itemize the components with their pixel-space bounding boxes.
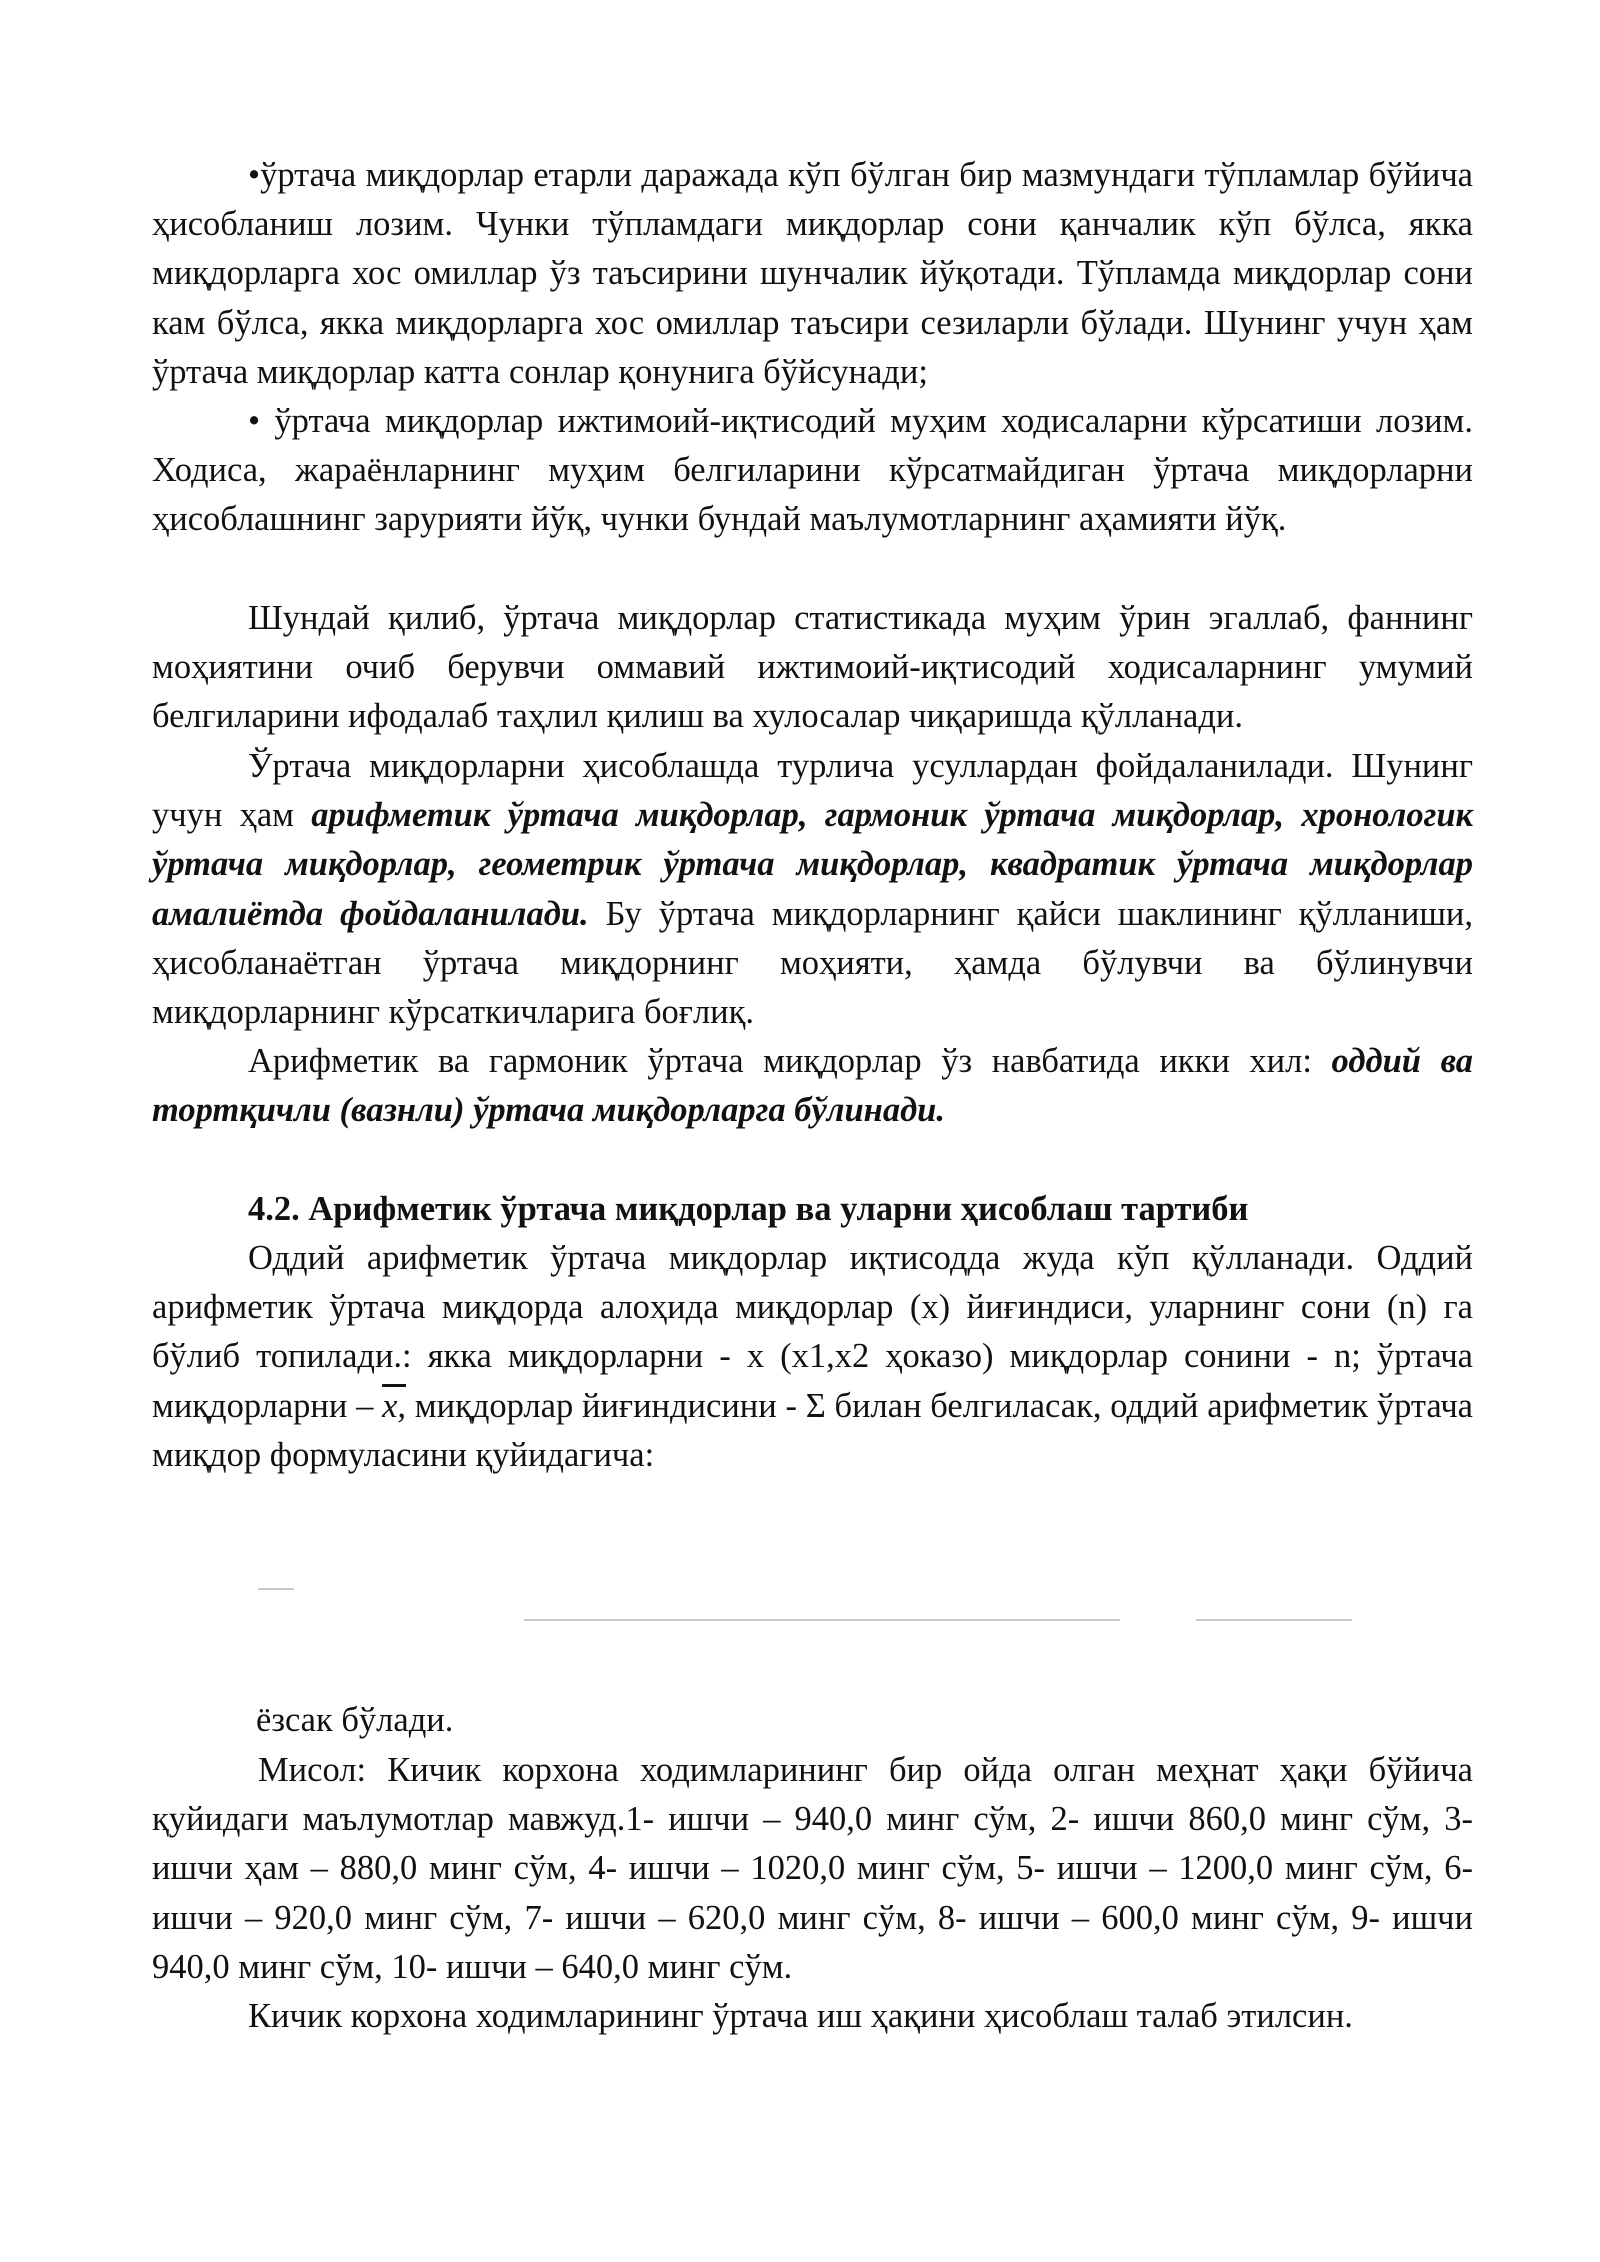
paragraph-types — [152, 742, 1473, 1037]
types-list-bold: арифметик ўртача миқдорлар, гармоник ўртача миқдорлар, хронологик ўртача миқдорлар, геометрик ўртача миқдорлар, квадратик ўртача миқдорлар амалиётда фойдаланилади. — [152, 796, 1473, 933]
paragraph-bullet-1: •ўртача миқдорлар етарли даражада кўп бўлган бир мазмундаги тўпламлар бўйича ҳисобланиш лозим. Чунки тўпламдаги миқдорлар сони қанчалик кўп бўлса, якка миқдорларга хос омиллар ўз таъсирини шунчалик йўқотади. Тўпламда миқдорлар сони кам бўлса, якка миқдорларга хос омиллар таъсири сезиларли бўлади. Шунинг учун ҳам ўртача миқдорлар катта сонлар қонунига бўйсунади; — [152, 156, 1473, 391]
paragraph-conclusion: Шундай қилиб, ўртача миқдорлар статистикада муҳим ўрин эгаллаб, фаннинг моҳиятини очиб берувчи оммавий ижтимоий-иқтисодий ходисаларнинг умумий белгиларини ифодалаб таҳлил қилиш ва хулосалар чиқаришда қўлланади. — [152, 599, 1473, 736]
paragraph-task: Кичик корхона ходимларининг ўртача иш ҳақини ҳисоблаш талаб этилсин. — [248, 1997, 1353, 2035]
paragraph-arith-harmonic — [152, 1037, 1473, 1135]
paragraph-bullet-2: • ўртача миқдорлар ижтимоий-иқтисодий муҳим ходисаларни кўрсатиши лозим. Ходиса, жараёнларнинг муҳим белгиларини кўрсатмайдиган ўртача миқдорларни ҳисоблашнинг зарурияти йўқ, чунки бундай маълумотларнинг аҳамияти йўқ. — [152, 402, 1473, 539]
simple-arith-intro: Оддий арифметик ўртача миқдорлар иқтисодда жуда кўп қўлланади. Оддий арифметик ўртача миқдорда алоҳида миқдорлар (х) йиғиндиси, уларнинг сони (n) га бўлиб топилади.: якка миқдорларни - х (х1,х2 ҳоказо) миқдорлар сонини - n; ўртача миқдорларни – — [152, 1239, 1473, 1425]
formula-line-long — [524, 1619, 1120, 1621]
section-heading: 4.2. Арифметик ўртача миқдорлар ва уларни ҳисоблаш тартиби — [248, 1190, 1249, 1228]
arith-intro-text: Арифметик ва гармоник ўртача миқдорлар ўз навбатида икки хил: — [248, 1042, 1332, 1080]
paragraph-formula-note: ёзсак бўлади. — [256, 1701, 454, 1739]
mean-symbol: х, — [382, 1386, 407, 1425]
paragraph-simple-arithmetic — [152, 1234, 1473, 1480]
formula-line-right — [1196, 1619, 1352, 1621]
types-intro-text: Ўртача миқдорларни ҳисоблашда турлича усуллардан фойдаланилади. Шунинг учун ҳам — [152, 747, 1473, 835]
arith-kinds-bold: оддий ва тортқичли (вазнли) ўртача миқдорларга бўлинади. — [152, 1042, 1473, 1130]
simple-arith-end: миқдорлар йиғиндисини - Σ билан белгиласак, оддий арифметик ўртача миқдор формуласини қуйидагича: — [152, 1386, 1473, 1474]
types-end-text: Бу ўртача миқдорларнинг қайси шаклининг қўлланиши, ҳисобланаётган ўртача миқдорнинг моҳияти, ҳамда бўлувчи ва бўлинувчи миқдорларнинг кўрсаткичларига боғлиқ. — [152, 894, 1473, 1032]
formula-line-short — [258, 1588, 294, 1590]
paragraph-example: Мисол: Кичик корхона ходимларининг бир ойда олган меҳнат ҳақи бўйича қуйидаги маълумотлар мавжуд.1- ишчи – 940,0 минг сўм, 2- ишчи 860,0 минг сўм, 3- ишчи ҳам – 880,0 минг сўм, 4- ишчи – 1020,0 минг сўм, 5- ишчи – 1200,0 минг сўм, 6- ишчи – 920,0 минг сўм, 7- ишчи – 620,0 минг сўм, 8- ишчи – 600,0 минг сўм, 9- ишчи 940,0 минг сўм, 10- ишчи – 640,0 минг сўм. — [152, 1751, 1473, 1986]
